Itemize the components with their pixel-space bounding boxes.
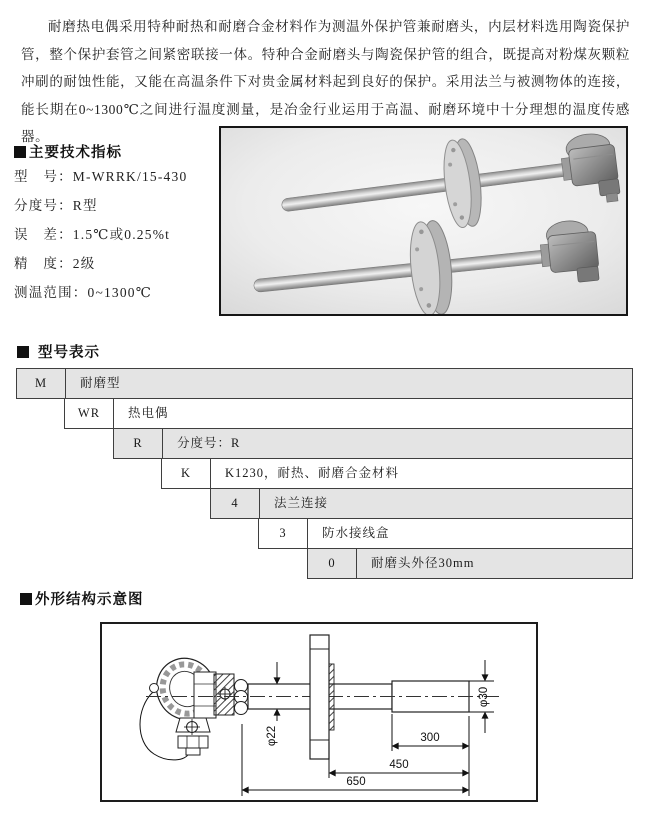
model-table-row <box>258 518 633 549</box>
specs-section-header <box>14 141 122 162</box>
section-bullet-icon <box>14 146 26 158</box>
svg-text:650: 650 <box>346 776 366 788</box>
wear-tip <box>392 681 469 712</box>
outline-header-text: 外形结构示意图 <box>35 592 144 608</box>
spec-line-index: 分度号：R型 <box>14 198 98 213</box>
svg-text:φ30: φ30 <box>478 686 490 708</box>
svg-text:300: 300 <box>420 732 440 744</box>
flange <box>310 635 334 759</box>
model-code: 0 <box>308 549 357 578</box>
model-table-row <box>113 428 633 459</box>
model-section-header <box>17 341 100 362</box>
model-header-text: 型号表示 <box>38 345 100 361</box>
svg-text:450: 450 <box>389 759 409 771</box>
model-table-row <box>16 368 633 399</box>
connection-head <box>140 649 248 760</box>
model-code: 4 <box>211 489 260 518</box>
model-table-row <box>161 458 633 489</box>
dim-450 <box>329 759 469 773</box>
spec-line-model: 型 号：M-WRRK/15-430 <box>14 169 188 184</box>
outline-section-header <box>20 588 144 609</box>
model-desc: 法兰连接 <box>274 496 329 510</box>
model-desc: 防水接线盒 <box>322 526 390 540</box>
section-bullet-icon <box>20 593 32 605</box>
model-code: R <box>114 429 163 458</box>
model-desc: K1230，耐热、耐磨合金材料 <box>225 466 400 480</box>
model-desc: 耐磨头外径30mm <box>371 556 475 570</box>
model-code: K <box>162 459 211 488</box>
model-code: M <box>17 369 66 398</box>
product-photo-illustration <box>221 128 626 314</box>
specs-header-text: 主要技术指标 <box>29 145 122 161</box>
outline-drawing-svg <box>102 624 536 800</box>
dim-300 <box>392 732 469 746</box>
section-bullet-icon <box>17 346 29 358</box>
model-desc: 耐磨型 <box>80 376 121 390</box>
model-code: 3 <box>259 519 308 548</box>
dim-650 <box>242 776 469 790</box>
model-code: WR <box>65 399 114 428</box>
svg-text:φ22: φ22 <box>266 725 278 747</box>
model-desc: 分度号：R <box>177 436 241 450</box>
model-table-row <box>210 488 633 519</box>
spec-line-range: 测温范围：0~1300℃ <box>14 285 153 300</box>
intro-paragraph: 耐磨热电偶采用特种耐热和耐磨合金材料作为测温外保护管兼耐磨头，内层材料选用陶瓷保护管，整个保护套管之间紧密联接一体。特种合金耐磨头与陶瓷保护管的组合，既提高对粉煤灰颗粒冲刷的耐蚀性能，又能在高温条件下对贵金属材料起到良好的保护。采用法兰与被测物体的连接，能长期在0~1300℃之间进行温度测量，是冶金行业运用于高温、耐磨环境中十分理想的温度传感器。 <box>21 19 630 144</box>
model-table-row <box>307 548 633 579</box>
model-desc: 热电偶 <box>128 406 169 420</box>
outline-drawing <box>100 622 538 802</box>
spec-line-grade: 精 度：2级 <box>14 256 96 271</box>
product-photo <box>219 126 628 316</box>
model-table-row <box>64 398 633 429</box>
spec-line-error: 误 差：1.5℃或0.25%t <box>14 227 171 242</box>
